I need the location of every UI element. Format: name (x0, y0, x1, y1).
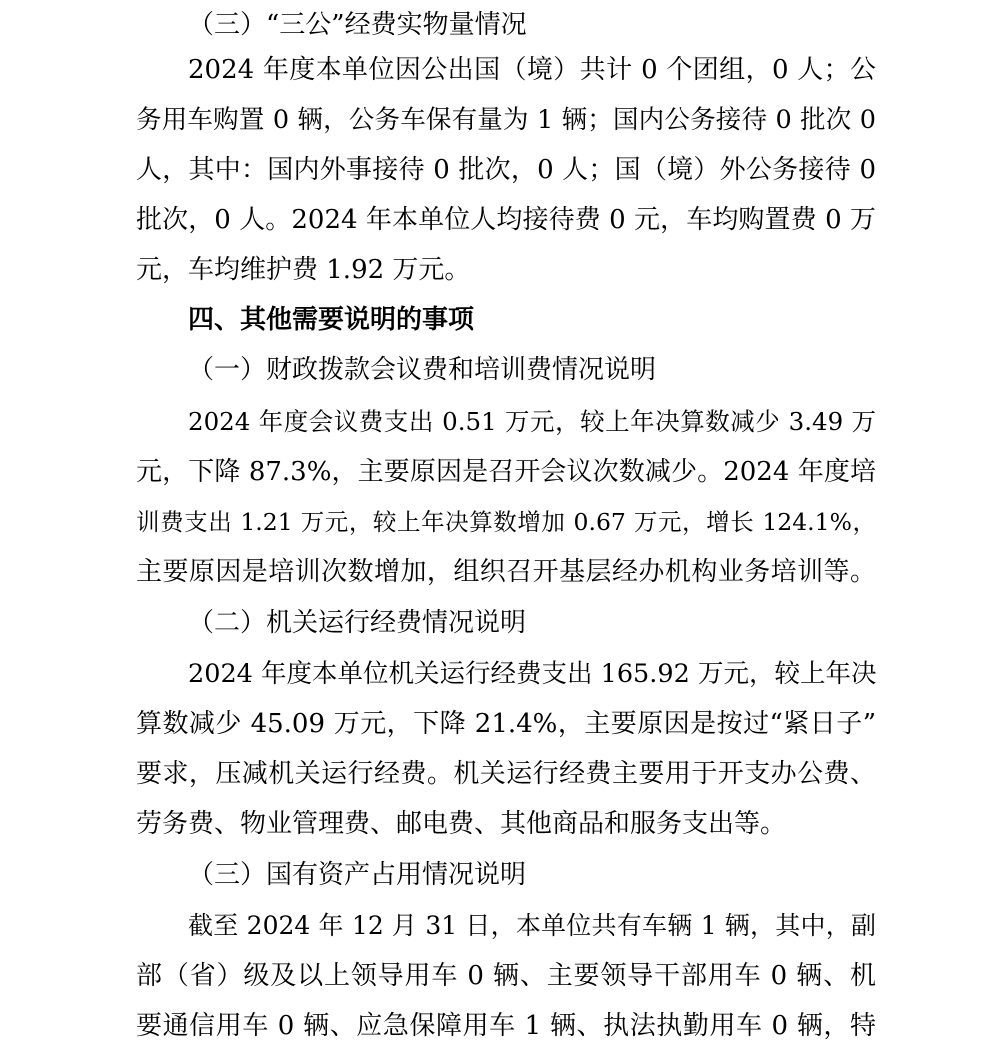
paragraph-line: 劳务费、物业管理费、邮电费、其他商品和服务支出等。 (136, 809, 787, 839)
paragraph-line: 要求，压减机关运行经费。机关运行经费主要用于开支办公费、 (136, 759, 876, 789)
paragraph-line: 元，车均维护费 1.92 万元。 (136, 255, 471, 285)
subheading-operating-expenses: （二）机关运行经费情况说明 (188, 608, 527, 638)
paragraph-line: 训费支出 1.21 万元，较上年决算数增加 0.67 万元，增长 124.1%， (136, 508, 876, 536)
paragraph-line: 人，其中：国内外事接待 0 批次，0 人；国（境）外公务接待 0 (136, 155, 876, 185)
subheading-meeting-training-fees: （一）财政拨款会议费和培训费情况说明 (188, 355, 657, 385)
subheading-three-public-expenses-quantity: （三）“三公”经费实物量情况 (188, 10, 527, 40)
paragraph-line: 主要原因是培训次数增加，组织召开基层经办机构业务培训等。 (136, 557, 876, 587)
paragraph-line: 部（省）级及以上领导用车 0 辆、主要领导干部用车 0 辆、机 (136, 961, 876, 991)
subheading-state-assets: （三）国有资产占用情况说明 (188, 860, 527, 890)
paragraph-line: 2024 年度会议费支出 0.51 万元，较上年决算数减少 3.49 万 (188, 407, 876, 436)
section-heading-other-matters: 四、其他需要说明的事项 (188, 305, 475, 335)
paragraph-line: 2024 年度本单位因公出国（境）共计 0 个团组，0 人；公 (188, 55, 876, 85)
paragraph-line: 批次，0 人。2024 年本单位人均接待费 0 元，车均购置费 0 万 (136, 205, 876, 235)
paragraph-line: 务用车购置 0 辆，公务车保有量为 1 辆；国内公务接待 0 批次 0 (136, 105, 876, 135)
paragraph-line: 算数减少 45.09 万元，下降 21.4%，主要原因是按过“紧日子” (136, 709, 876, 739)
paragraph-line: 元，下降 87.3%，主要原因是召开会议次数减少。2024 年度培 (136, 457, 876, 487)
paragraph-line: 要通信用车 0 辆、应急保障用车 1 辆、执法执勤用车 0 辆，特 (136, 1011, 876, 1041)
paragraph-line: 截至 2024 年 12 月 31 日，本单位共有车辆 1 辆，其中，副 (188, 911, 876, 940)
paragraph-line: 2024 年度本单位机关运行经费支出 165.92 万元，较上年决 (188, 659, 877, 689)
